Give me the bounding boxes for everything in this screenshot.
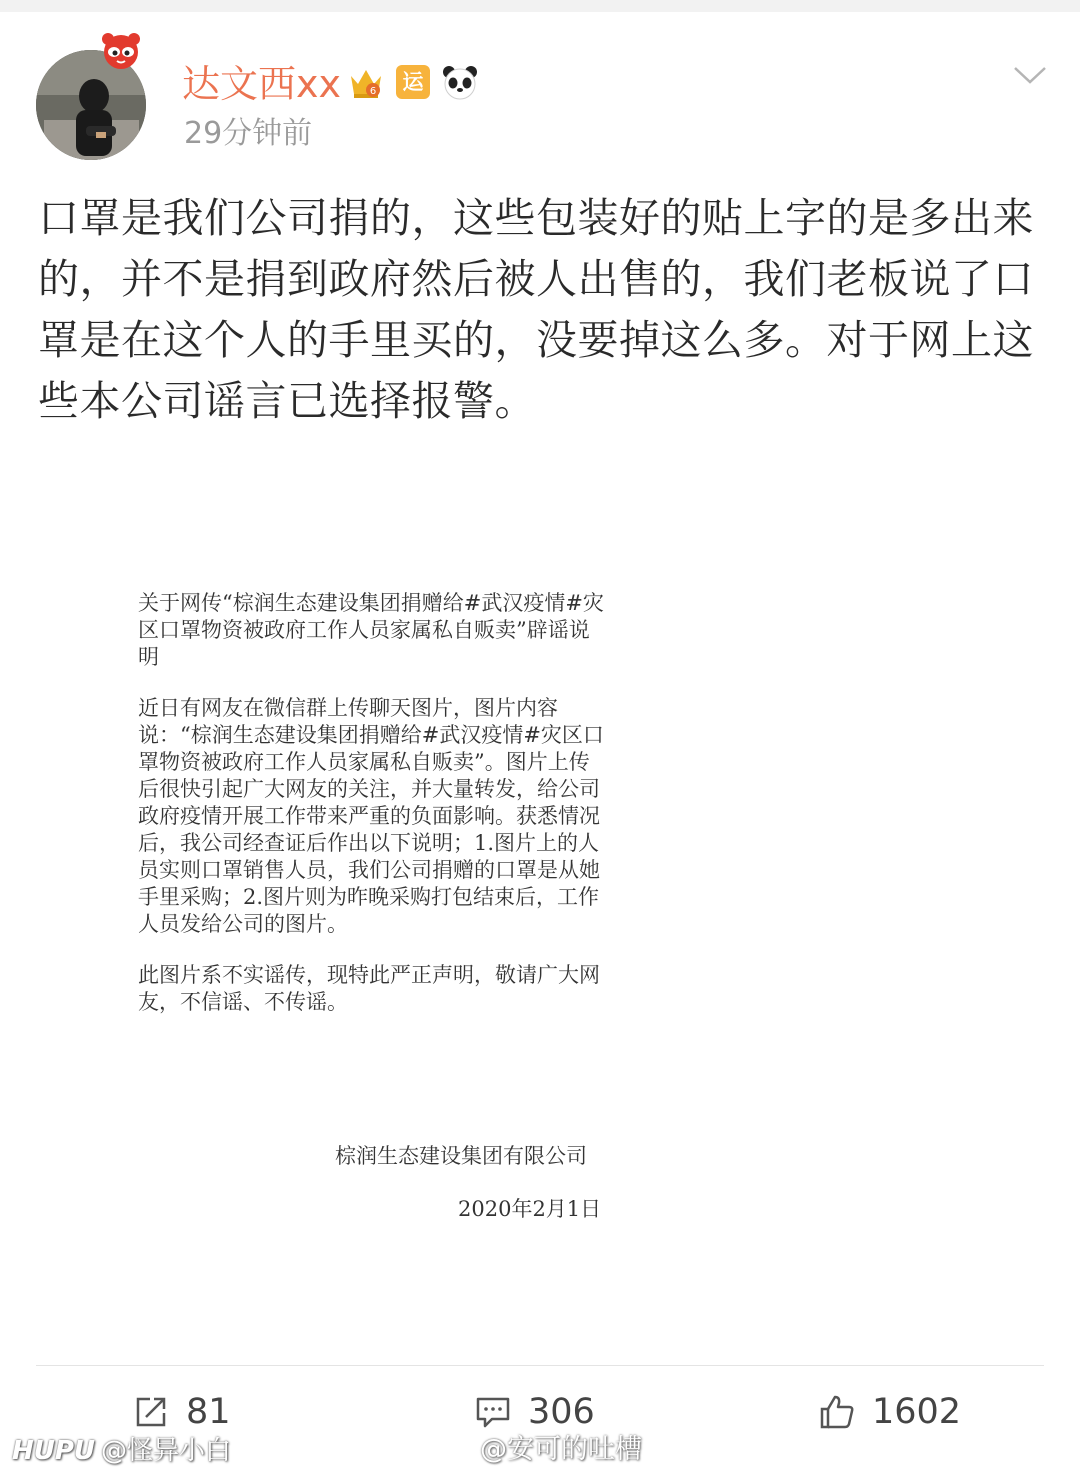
watermark-user: @安可的吐槽	[480, 1433, 642, 1465]
top-strip	[0, 0, 1080, 12]
document-paragraph: 近日有网友在微信群上传聊天图片，图片内容说：“棕润生态建设集团捐赠给#武汉疫情#灾区口罩物资被政府工作人员家属私自贩卖”。图片上传后很快引起广大网友的关注，并大量转发，给公司政府疫情开展工作带来严重的负面影响。获悉情况后，我公司经查证后作出以下说明；1.图片上的人员实则口罩销售人员，我们公司捐赠的口罩是从她手里采购；2.图片则为昨晚采购打包结束后，工作人员发给公司的图片。	[138, 696, 604, 936]
document-paragraph: 此图片系不实谣传，现特此严正声明，敬请广大网友，不信谣、不传谣。	[138, 963, 600, 1014]
like-count: 1602	[872, 1392, 962, 1432]
panda-avatar-badge-icon	[98, 30, 144, 74]
post-image-document[interactable]	[138, 590, 608, 1016]
chevron-down-icon[interactable]	[1012, 62, 1048, 88]
repost-icon	[132, 1393, 170, 1431]
repost-count: 81	[186, 1392, 231, 1432]
weibo-watermark	[434, 1428, 642, 1464]
like-button[interactable]	[818, 1388, 961, 1436]
repost-button[interactable]	[132, 1388, 231, 1436]
watermark-user: @怪异小白	[101, 1436, 232, 1466]
comment-count: 306	[528, 1392, 595, 1432]
yun-badge-icon[interactable]: 运	[396, 65, 430, 99]
post-text: 口罩是我们公司捐的，这些包装好的贴上字的是多出来的，并不是捐到政府然后被人出售的，我们老板说了口罩是在这个人的手里买的，没要掉这么多。对于网上这些本公司谣言已选择报警。	[38, 194, 1034, 425]
document-title: 关于网传“棕润生态建设集团捐赠给#武汉疫情#灾区口罩物资被政府工作人员家属私自贩卖”辟谣说明	[138, 591, 604, 669]
hupu-logo-text: HUPU	[12, 1436, 96, 1466]
document-company: 棕润生态建设集团有限公司	[335, 1144, 587, 1168]
divider	[36, 1365, 1044, 1366]
user-badges	[346, 62, 480, 102]
document-date: 2020年2月1日	[458, 1197, 602, 1221]
crown-vip-icon[interactable]	[346, 62, 386, 102]
svg-text:6: 6	[369, 86, 377, 97]
panda-icon[interactable]	[440, 62, 480, 102]
comment-icon	[474, 1393, 512, 1431]
thumbs-up-icon	[818, 1393, 856, 1431]
username[interactable]: 达文西xx	[182, 62, 341, 106]
post-time: 29分钟前	[184, 116, 313, 151]
weibo-logo-icon	[434, 1429, 474, 1463]
hupu-watermark	[12, 1430, 231, 1467]
